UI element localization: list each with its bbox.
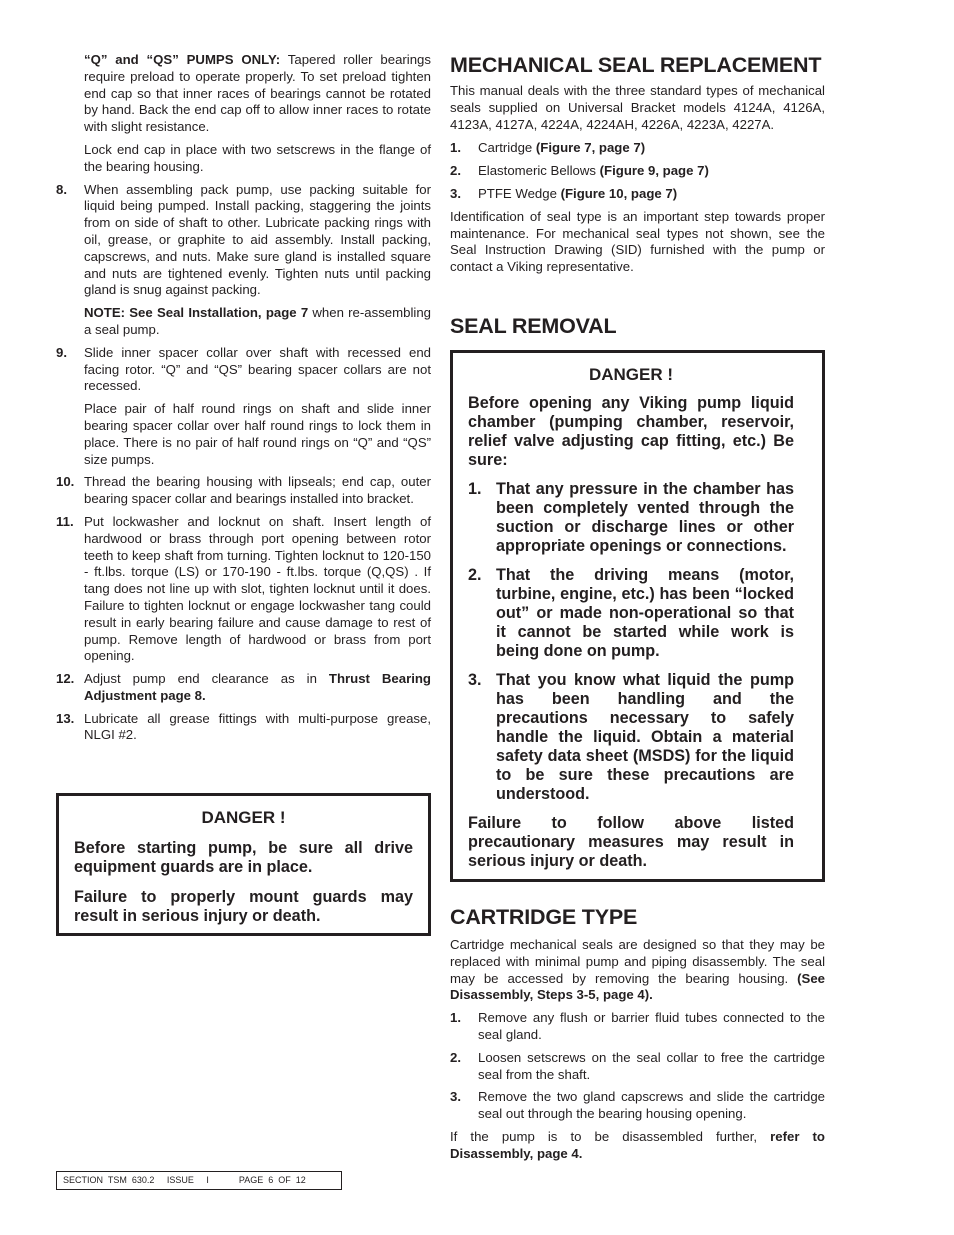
heading-mechanical-seal-replacement: MECHANICAL SEAL REPLACEMENT: [450, 53, 822, 77]
cartridge-step-3: 3. Remove the two gland capscrews and slide the cartridge seal out through the bearing housing opening.: [450, 1089, 825, 1122]
step-8-text: When assembling pack pump, use packing suitable for liquid being pumped. Install packing, staggering the joints from on side of shaft to other. Lubricate packing rings with oil, grease, or graphite to aid assembly. Install packing, capscrews, and nuts. Make sure gland is installed square and nuts are tightened evenly. Tighten nuts until packing gland is snug against packing.: [84, 181, 431, 298]
danger-title: DANGER !: [588, 365, 674, 384]
danger-box-guards: [56, 793, 431, 936]
cartridge-step-1-text: Remove any flush or barrier fluid tubes connected to the seal gland.: [478, 1010, 825, 1042]
danger-item-2: 2. That the driving means (motor, turbine, engine, etc.) has been “locked out” or made non-operational so that it cannot be started while work is being done on pump.: [468, 566, 794, 660]
cartridge-step-1: 1. Remove any flush or barrier fluid tubes connected to the seal gland.: [450, 1010, 825, 1042]
step-9-text-2: Place pair of half round rings on shaft and slide inner bearing spacer collar over half round rings to lock them in place. There is no pair of half round rings on “Q” and “QS” size pumps.: [84, 401, 431, 467]
seal-type-2: 2. Elastomeric Bellows (Figure 9, page 7): [450, 163, 825, 180]
step-7-continued: [56, 52, 431, 176]
cartridge-intro: Cartridge mechanical seals are designed so that they may be replaced with minimal pump and piping disassembly. The seal may be accessed by removing the bearing housing. (See Disassembly, Steps 3-5, page 4).: [450, 937, 825, 1003]
danger-item-3: 3. That you know what liquid the pump has been handling and the precautions necessary to safely handle the liquid. Obtain a material safety data sheet (MSDS) for the liquid to be sure these precautions are understood.: [468, 671, 794, 803]
step-12-text: Adjust pump end clearance as in Thrust Bearing Adjustment page 8.: [84, 671, 431, 703]
step-7-lock-text: Lock end cap in place with two setscrews in the flange of the bearing housing.: [84, 141, 431, 174]
step-8: 8. When assembling pack pump, use packing suitable for liquid being pumped. Install packing, staggering the joints from on side of shaft to other. Lubricate packing rings with oil, grease, or graphite to aid assembly. Install packing, capscrews, and nuts. Make sure gland is installed square and nuts are tightened evenly. Tighten nuts until packing gland is snug against packing. NOTE: See Seal Installation, page 7 when re-assembling a seal pump.: [56, 181, 431, 337]
page-footer: SECTION TSM 630.2 ISSUE I PAGE 6 OF 12: [56, 1171, 342, 1190]
step-9-text: Slide inner spacer collar over shaft with recessed end facing rotor. “Q” and “QS” bearing spacer collars are not recessed.: [84, 344, 431, 394]
step-12: 12. Adjust pump end clearance as in Thrust Bearing Adjustment page 8.: [56, 671, 431, 703]
danger-title: DANGER !: [201, 808, 286, 827]
mech-intro: This manual deals with the three standard types of mechanical seals supplied on Universal Bracket models 4124A, 4126A, 4123A, 4127A, 4224A, 4224AH, 4226A, 4223A, 4227A.: [450, 83, 825, 132]
seal-type-3-text: PTFE Wedge (Figure 10, page 7): [478, 185, 678, 201]
step-10-text: Thread the bearing housing with lipseals; end cap, outer bearing spacer collar and bearings installed into bracket.: [84, 474, 431, 507]
danger-item-1: 1. That any pressure in the chamber has been completely vented through the suction or discharge lines or other appropriate openings or connections.: [468, 480, 794, 555]
seal-type-2-text: Elastomeric Bellows (Figure 9, page 7): [478, 163, 709, 179]
danger-intro: Before opening any Viking pump liquid chamber (pumping chamber, reservoir, relief valve adjusting cap fitting, etc.) Be sure:: [468, 394, 794, 469]
danger-box-seal-removal: [450, 350, 825, 882]
step-11: 11. Put lockwasher and locknut on shaft. Insert length of hardwood or brass through port opening between rotor teeth to keep shaft from turning. Tighten locknut to 120-150 - ft.lbs. torque (LS) or 170-190 - ft.lbs. torque (Q,QS) . If tang does not line up with slot, tighten locknut until it does. Failure to tighten locknut or engage lockwasher tang could result in early bearing failure and cause damage to rest of pump. Remove length of hardwood or brass from port opening.: [56, 513, 431, 664]
step-13: 13. Lubricate all grease fittings with multi-purpose grease, NLGI #2.: [56, 710, 431, 743]
mech-outro: Identification of seal type is an important step towards proper maintenance. For mechanical seal types not shown, see the Seal Instruction Drawing (SID) furnished with the pump or contact a Viking representative.: [450, 208, 825, 275]
cartridge-section: [450, 937, 825, 1163]
heading-seal-removal: SEAL REMOVAL: [450, 314, 617, 338]
step-9: 9. Slide inner spacer collar over shaft with recessed end facing rotor. “Q” and “QS” bearing spacer collars are not recessed. Place pair of half round rings on shaft and slide inner bearing spacer collar over half round rings to lock them in place. There is no pair of half round rings on “Q” and “QS” size pumps.: [56, 344, 431, 467]
danger-text-2: Failure to properly mount guards may result in serious injury or death.: [74, 888, 413, 925]
seal-type-3: 3. PTFE Wedge (Figure 10, page 7): [450, 186, 825, 203]
cartridge-outro: If the pump is to be disassembled further, refer to Disassembly, page 4.: [450, 1128, 825, 1161]
danger-item-1-text: That any pressure in the chamber has been completely vented through the suction or discharge lines or other appropriate openings or connections.: [496, 480, 794, 555]
cartridge-step-2: 2. Loosen setscrews on the seal collar to free the cartridge seal from the shaft.: [450, 1049, 825, 1082]
seal-type-1-text: Cartridge (Figure 7, page 7): [478, 140, 646, 156]
left-column: [56, 0, 431, 925]
danger-item-2-text: That the driving means (motor, turbine, engine, etc.) has been “locked out” or made non-operational so that it cannot be started while work is being done on pump.: [496, 566, 794, 660]
danger-text: Before starting pump, be sure all drive equipment guards are in place.: [74, 839, 413, 876]
cartridge-step-3-text: Remove the two gland capscrews and slide the cartridge seal out through the bearing housing opening.: [478, 1089, 825, 1122]
heading-cartridge-type: CARTRIDGE TYPE: [450, 905, 638, 929]
cartridge-step-2-text: Loosen setscrews on the seal collar to free the cartridge seal from the shaft.: [478, 1049, 825, 1082]
step-8-note: NOTE: See Seal Installation, page 7 when re-assembling a seal pump.: [84, 305, 431, 337]
step-11-text: Put lockwasher and locknut on shaft. Insert length of hardwood or brass through port opening between rotor teeth to keep shaft from turning. Tighten locknut to 120-150 - ft.lbs. torque (LS) or 170-190 - ft.lbs. torque (Q,QS) . If tang does not line up with slot, tighten locknut until it does. Failure to tighten locknut or engage lockwasher tang could result in early bearing failure and cause damage to rest of pump. Remove length of hardwood or brass from port opening.: [84, 513, 431, 664]
mechanical-seal-section: [450, 83, 825, 276]
danger-item-3-text: That you know what liquid the pump has been handling and the precautions necessary to safely handle the liquid. Obtain a material safety data sheet (MSDS) for the liquid to be sure these precautions are understood.: [496, 671, 794, 803]
step-10: 10. Thread the bearing housing with lipseals; end cap, outer bearing spacer collar and bearings installed into bracket.: [56, 474, 431, 507]
danger-outro: Failure to follow above listed precautionary measures may result in serious injury or death.: [468, 814, 794, 870]
seal-type-1: 1. Cartridge (Figure 7, page 7): [450, 140, 825, 157]
step-13-text: Lubricate all grease fittings with multi-purpose grease, NLGI #2.: [84, 710, 431, 743]
step-7-text: “Q” and “QS” PUMPS ONLY: Tapered roller bearings require preload to operate properly. To set preload tighten end cap so that inner races of bearings cannot be rotated by hand. Back the end cap off to allow inner races to rotate with slight resistance.: [84, 52, 431, 135]
